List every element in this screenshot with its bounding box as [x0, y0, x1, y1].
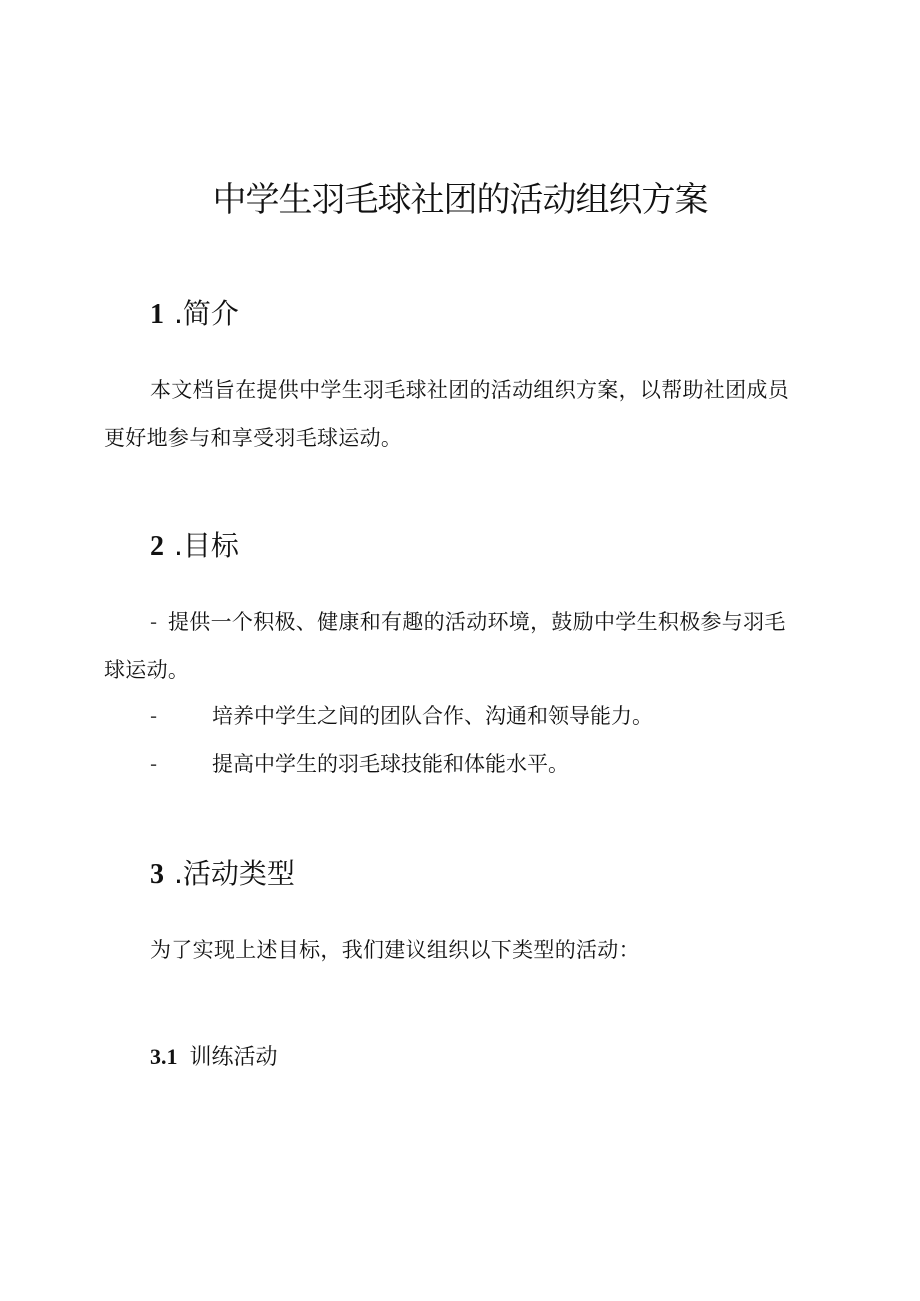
section-heading-intro — [150, 296, 239, 333]
activity-types-paragraph: 为了实现上述目标，我们建议组织以下类型的活动： — [150, 938, 640, 962]
intro-paragraph: 本文档旨在提供中学生羽毛球社团的活动组织方案，以帮助社团成员更好地参与和享受羽毛球运动。 — [104, 378, 789, 450]
subsection-title: 训练活动 — [189, 1045, 278, 1070]
goal-item — [150, 744, 569, 784]
bullet-dash: - — [150, 704, 158, 728]
section-number: 2 — [150, 531, 164, 562]
section-title: .目标 — [174, 529, 239, 562]
section-heading-goals — [150, 528, 239, 565]
section-heading-activity-types — [150, 856, 295, 893]
goal-item — [104, 598, 804, 694]
section-number: 3 — [150, 859, 164, 890]
bullet-dash: - — [150, 752, 158, 776]
document-title: 中学生羽毛球社团的活动组织方案 — [212, 180, 708, 220]
goal-item-text: 培养中学生之间的团队合作、沟通和领导能力。 — [212, 704, 653, 728]
subsection-number: 3.1 — [150, 1044, 178, 1069]
section-title: .简介 — [174, 297, 239, 330]
goal-item-text: 提供一个积极、健康和有趣的活动环境，鼓励中学生积极参与羽毛球运动。 — [104, 610, 786, 682]
goal-item-text: 提高中学生的羽毛球技能和体能水平。 — [212, 752, 569, 776]
goal-item — [150, 696, 653, 736]
section-title: .活动类型 — [174, 857, 295, 890]
section-number: 1 — [150, 299, 164, 330]
subsection-heading-training — [150, 1042, 278, 1073]
bullet-dash: - — [150, 610, 158, 634]
